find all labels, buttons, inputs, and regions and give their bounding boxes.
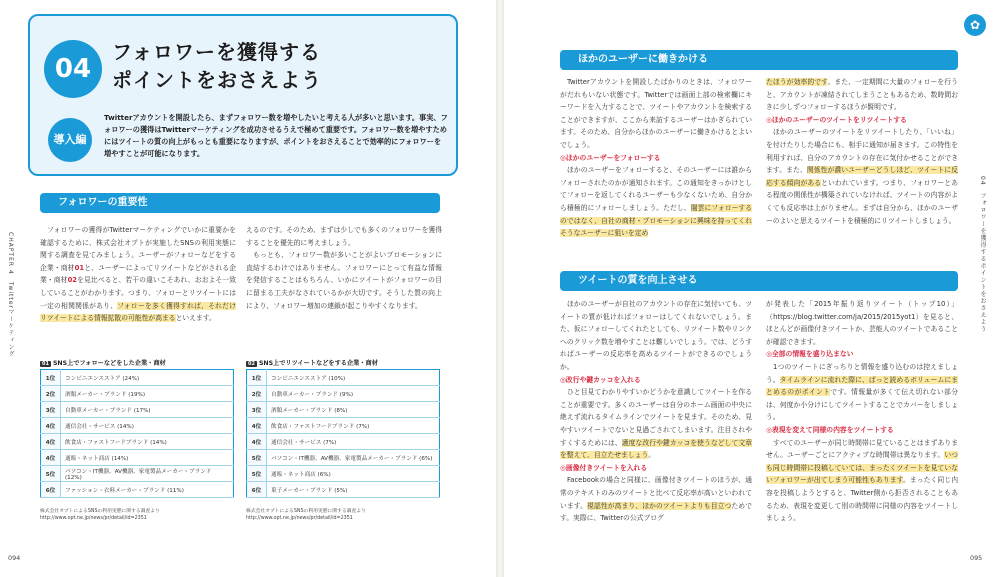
table-2-title: 02 SNS上でリツイートなどをする企業・商材 (248, 360, 378, 367)
page-number-left: 094 (8, 554, 21, 562)
highlighted-text: たほうが効率的です (766, 78, 828, 86)
item-cell: 通販・ネット商店 (14%) (61, 450, 234, 466)
paragraph: たほうが効率的です。また、一定期間に大量のフォローを行うと、アカウントが凍結されてしまうこともあるため、数時間おきに少しずつフォローするほうが賢明です。 (766, 78, 958, 112)
item-cell: 通信会社・サービス (14%) (61, 418, 234, 434)
source-line: http://www.opt.ne.jp/news/pr/detail/id=2351 (246, 516, 353, 521)
item-cell: コンビニエンスストア (24%) (61, 370, 234, 386)
table-row (247, 466, 440, 482)
intro-text: Twitterアカウントを開設したら、まずフォロワー数を増やしたいと考える人が多いと思います。事実、フォロワーの獲得はTwitterマーケティングを成功させるうえで極めて重要です。フォロワー数を増やすためにはツイートの質の向上がもっとも重要になりますが、ポイントをおさえることで効率的にフォロワーを増やすことが可能になります。 (104, 113, 448, 158)
table-row (247, 370, 440, 386)
left-page (0, 0, 496, 577)
table-row (247, 434, 440, 450)
rank-cell: 5位 (247, 466, 267, 482)
ranking-table-retweet (246, 369, 440, 498)
table-row (247, 418, 440, 434)
rank-cell: 4位 (41, 450, 61, 466)
rank-cell: 2位 (247, 386, 267, 402)
paragraph: Facebookの場合と同様に、画像付きツイートのほうが、通常のテキストのみのツイートと比べて反応率が高いといわれています。視認性が高まり、ほかのツイートよりも目立つためです。実際に、Twitterの公式ブログ (560, 476, 752, 523)
section-heading-importance: フォロワーの重要性 (40, 193, 440, 213)
right-column-2 (766, 76, 958, 227)
paragraph: もっとも、フォロワー数が多いことがよいプロモーションに直結するわけではありません。フォロワーにとって有益な情報を発信することはもちろん、いかにツイートがフォロワーの目に留まる工夫がなされているかが大切です。そうした質の向上により、フォロワー増加の連鎖が起こりやすくなります。 (246, 251, 442, 310)
rank-cell: 4位 (247, 418, 267, 434)
section-heading-engage: ほかのユーザーに働きかける (560, 50, 958, 70)
source-line: 株式会社オプトによるSNSの利用実態に関する調査より (246, 509, 366, 514)
table-row (41, 386, 234, 402)
paragraph: が発表した「2015年振り返りツイート（トップ10）」（https://blog.twitter.com/ja/2015/2015yot1）を見ると、ほとんどが画像付きツイートか、芸能人のツイートであることが確認できます。 (766, 300, 958, 346)
source-line: http://www.opt.ne.jp/news/pr/detail/id=2351 (40, 516, 147, 521)
table-row (41, 418, 234, 434)
paragraph: ほかのユーザーが自社のアカウントの存在に気付いても、ツイートの質が低ければフォローはしてくれないでしょう。また、仮にフォローしてくれたとしても、リツイート数やリンクへのクリック数を増やすことは難しいでしょう。では、どうすればユーザーの反応率を高めるツイートができるのでしょうか。 (560, 300, 752, 371)
rank-cell: 2位 (41, 386, 61, 402)
item-cell: 菓子メーカー・ブランド (5%) (267, 482, 440, 498)
rank-cell: 4位 (41, 434, 61, 450)
paragraph: Twitterアカウントを開設したばかりのときは、フォロワーがだれもいない状態です。Twitterでは画面上部の検索欄にキーワードを入力することで、ツイートやアカウントを検索することができますが、ここから来訪するユーザーはかぎられています。そのため、自分からほかのユーザーに働きかけるとよいでしょう。 (560, 78, 752, 149)
rank-cell: 6位 (247, 482, 267, 498)
subheading: ◎ほかのユーザーのツイートをリツイートする (766, 115, 907, 124)
rank-cell: 4位 (41, 418, 61, 434)
table-row (247, 450, 440, 466)
table-row (247, 482, 440, 498)
item-cell: 飲食店・ファストフードブランド (7%) (267, 418, 440, 434)
rank-cell: 3位 (41, 402, 61, 418)
item-cell: 通販・ネット商店 (6%) (267, 466, 440, 482)
right-column-4 (766, 298, 958, 525)
item-cell: 自動車メーカー・ブランド (17%) (61, 402, 234, 418)
table-row (41, 402, 234, 418)
rank-cell: 5位 (247, 450, 267, 466)
subheading: ◎表現を変えて同様の内容をツイートする (766, 425, 894, 434)
highlighted-text: 闇雲にフォローするのではなく、自社の商材・プロモーションに興味を持ってくれそうなユーザーに狙いを定め (560, 203, 752, 238)
twitter-bird-icon: ✿ (964, 14, 986, 36)
right-page (504, 0, 1000, 577)
page-title (112, 38, 322, 94)
highlighted-text: 関係性が濃いユーザーどうしほど、ツイートに反応する傾向がある (766, 166, 958, 187)
left-column-1 (40, 224, 236, 325)
table-2-source (246, 508, 440, 522)
right-column-1 (560, 76, 752, 240)
rank-cell: 3位 (247, 402, 267, 418)
table-row (247, 386, 440, 402)
highlighted-text: いつも同じ時間帯に投稿していては、まったくツイートを見ていないフォロワーが出てしまう可能性もあります (766, 451, 959, 485)
paragraph: ほかのユーザーのツイートをリツイートしたり、「いいね」を付けたりした場合にも、相手に通知が届きます。この特性を利用すれば、自分のアカウントの存在に気付かせることができます。また、関係性が濃いユーザーどうしほど、ツイートに反応する傾向があるといわれています。つまり、フォロワーとある程度の関係性が構築されていなければ、ツイートの内容がよくても反応率は上がりません。まずは自分から、ほかのユーザーのよいと思えるツイートを積極的にリツイートしましょう。 (766, 128, 958, 225)
title-line-2: ポイントをおさえよう (112, 68, 322, 92)
intro-badge: 導入編 (48, 118, 92, 162)
table-row (247, 402, 440, 418)
subheading: ◎画像付きツイートを入れる (560, 463, 648, 472)
page-number-right: 095 (970, 554, 983, 562)
highlighted-text: 適度な改行や鍵カッコを使うなどして文章を整えて、目立たせましょう (560, 438, 753, 460)
item-cell: 通信会社・サービス (7%) (267, 434, 440, 450)
rank-cell: 6位 (41, 482, 61, 498)
section-side-label: 04 フォロワーを獲得するポイントをおさえよう (979, 176, 986, 333)
chapter-side-label: CHAPTER 4 Twitterマーケティング (7, 232, 14, 358)
subheading: ◎ほかのユーザーをフォローする (560, 153, 661, 162)
item-cell: 自動車メーカー・ブランド (9%) (267, 386, 440, 402)
table-row (41, 466, 234, 482)
table-row (41, 450, 234, 466)
highlighted-text: フォローを多く獲得すれば、それだけリツイートによる情報拡散の可能性が高まる (40, 301, 236, 323)
rank-cell: 4位 (247, 434, 267, 450)
subheading: ◎改行や鍵カッコを入れる (560, 375, 641, 384)
book-gutter (496, 0, 504, 577)
rank-cell: 1位 (247, 370, 267, 386)
table-1-source (40, 508, 234, 522)
paragraph: ひと目見てわかりやすいかどうかを意識してツイートを作ることが重要です。多くのユーザーは自分のホーム画面の中央に絶えず流れるタイムラインでツイートを見ます。そのため、見やすいツイートでないと見過ごされてしまいます。注目されやすくするためには、適度な改行や鍵カッコを使うなどして文章を整えて、目立たせましょう。 (560, 388, 753, 460)
item-cell: 飲食店・ファストフードブランド (14%) (61, 434, 234, 450)
paragraph: フォロワーの獲得がTwitterマーケティングでいかに重要かを確認するために、株式会社オプトが実施したSNSの利用実態に関する調査を見てみましょう。ユーザーがフォローなどをする企業・商材01と、ユーザーによってリツイートなどがされる企業・商材02を見比べると、若干の違いこそあれ、おおよそ一致していることがわかります。つまり、フォローとリツイートには一定の相関関係があり、フォローを多く獲得すれば、それだけリツイートによる情報拡散の可能性が高まるといえます。 (40, 226, 236, 323)
paragraph: 1つのツイートにぎっちりと情報を盛り込むのは控えましょう。タイムラインに流れた際に、ぱっと読めるボリュームにまとめるのがポイントです。情報量が多くて伝え切れない部分は、何度か小分けにしてツイートすることでカバーをしましょう。 (766, 362, 958, 422)
table-row (41, 482, 234, 498)
source-line: 株式会社オプトによるSNSの利用実態に関する調査より (40, 509, 160, 514)
subheading: ◎全部の情報を盛り込まない (766, 350, 854, 359)
item-cell: パソコン・IT機器、AV機器、家電製品メーカー・ブランド (6%) (267, 450, 440, 466)
section-heading-quality: ツイートの質を向上させる (560, 271, 958, 291)
right-column-3 (560, 298, 752, 525)
table-row (41, 434, 234, 450)
ranking-table-follow (40, 369, 234, 498)
chapter-number-badge: 04 (44, 40, 102, 98)
item-cell: 酒類メーカー・ブランド (8%) (267, 402, 440, 418)
rank-cell: 5位 (41, 466, 61, 482)
highlighted-text: タイムラインに流れた際に、ぱっと読めるボリュームにまとめるのがポイント (766, 375, 958, 397)
rank-cell: 1位 (41, 370, 61, 386)
item-cell: 酒類メーカー・ブランド (19%) (61, 386, 234, 402)
item-cell: パソコン・IT機器、AV機器、家電製品メーカー・ブランド (12%) (61, 466, 234, 482)
table-row (41, 370, 234, 386)
item-cell: ファッション・衣料メーカー・ブランド (11%) (61, 482, 234, 498)
title-line-1: フォロワーを獲得する (112, 40, 321, 64)
paragraph: ほかのユーザーをフォローすると、そのユーザーには誰からフォローされたのかが通知されます。この通知をきっかけとしてフォローを返してくれるユーザーも少なくないため、自分から積極的にフォローしましょう。ただし、闇雲にフォローするのではなく、自社の商材・プロモーションに興味を持ってくれそうなユーザーに狙いを定め (560, 166, 752, 238)
paragraph: えるのです。そのため、まずは少しでも多くのフォロワーを獲得することを優先的に考えましょう。 (246, 226, 442, 247)
left-column-2 (246, 224, 442, 312)
paragraph: すべてのユーザーが同じ時間帯に見ていることはまずありません。ユーザーごとにアクティブな時間帯は異なります。いつも同じ時間帯に投稿していては、まったくツイートを見ていないフォロワーが出てしまう可能性もあります。まったく同じ内容を投稿しようとすると、Twitter側から拒否されることもあるため、表現を変更して別の時間帯に同様の内容をツイートしましょう。 (766, 438, 959, 523)
highlighted-text: 視認性が高まり、ほかのツイートよりも目立つ (587, 501, 732, 510)
item-cell: コンビニエンスストア (10%) (267, 370, 440, 386)
table-1-title: 01 SNS上でフォローなどをした企業・商材 (42, 360, 166, 367)
